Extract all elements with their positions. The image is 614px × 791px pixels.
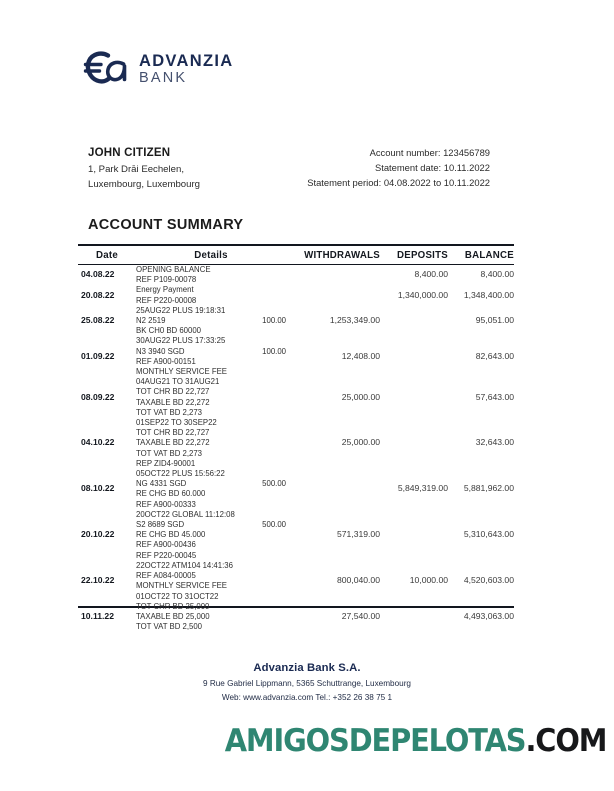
detail-line — [136, 571, 286, 581]
account-summary-table — [78, 244, 514, 632]
detail-line — [136, 540, 286, 550]
cell-balance: 57,643.00 — [475, 391, 514, 402]
column-header-deposits: DEPOSITS — [397, 249, 448, 261]
detail-line — [136, 326, 286, 336]
detail-line — [136, 551, 286, 561]
detail-text: MONTHLY SERVICE FEE — [136, 367, 227, 377]
detail-amount: 500.00 — [262, 479, 286, 489]
watermark — [224, 723, 606, 759]
table-row — [78, 336, 514, 377]
detail-text: 01SEP22 TO 30SEP22 — [136, 418, 217, 428]
cell-details — [136, 418, 286, 469]
cell-date: 20.08.22 — [81, 289, 115, 300]
detail-text: BK CH0 BD 60000 — [136, 326, 202, 336]
cell-details — [136, 561, 286, 602]
detail-text: MONTHLY SERVICE FEE — [136, 581, 227, 591]
cell-date: 04.10.22 — [81, 437, 115, 448]
cell-details — [136, 336, 286, 377]
detail-line — [136, 622, 286, 632]
detail-line — [136, 612, 286, 622]
detail-line — [136, 398, 286, 408]
footer-address: 9 Rue Gabriel Lippmann, 5365 Schuttrange, Luxembourg — [202, 679, 411, 688]
cell-date: 04.08.22 — [81, 269, 115, 280]
detail-line — [136, 377, 286, 387]
detail-line — [136, 347, 286, 357]
table-row — [78, 285, 514, 305]
detail-text: RE CHG BD 60.000 — [136, 489, 206, 499]
detail-text: REF A900-00436 — [136, 540, 196, 550]
detail-text: TOT CHR BD 22,727 — [136, 387, 210, 397]
cell-details — [136, 469, 286, 510]
detail-text: 20OCT22 GLOBAL 11:12:08 — [136, 509, 235, 519]
detail-text: OPENING BALANCE — [136, 265, 211, 274]
detail-amount: 100.00 — [262, 316, 286, 326]
account-meta-block — [307, 145, 490, 191]
detail-line — [136, 357, 286, 367]
footer-bank-name: Advanzia Bank S.A. — [253, 662, 361, 674]
detail-text: N2 2519 — [136, 316, 166, 326]
cell-balance: 1,348,400.00 — [463, 289, 514, 300]
logo-name-bottom: BANK — [139, 70, 188, 86]
detail-text: 05OCT22 PLUS 15:56:22 — [136, 469, 225, 479]
cell-details — [136, 285, 286, 305]
cell-details — [136, 510, 286, 561]
cell-withdrawals: 12,408.00 — [341, 350, 380, 361]
column-header-date: Date — [96, 249, 118, 261]
detail-line — [136, 602, 286, 612]
cell-balance: 4,493,063.00 — [463, 610, 514, 621]
detail-line — [136, 265, 286, 275]
table-body — [78, 265, 514, 632]
detail-text: TOT VAT BD 2,273 — [136, 407, 203, 417]
detail-amount: 100.00 — [262, 346, 286, 356]
cell-date: 10.11.22 — [81, 610, 114, 621]
table-row — [78, 469, 514, 510]
footer-web-contact: Web: www.advanzia.com Tel.: +352 26 38 75 1 — [221, 693, 393, 702]
watermark-suffix: .COM — [525, 723, 606, 759]
detail-line — [136, 510, 286, 520]
advanzia-euro-alpha-logo-icon — [84, 48, 130, 90]
detail-text: RE CHG BD 45.000 — [136, 530, 206, 540]
detail-text: TAXABLE BD 25,000 — [136, 611, 210, 621]
detail-text: TOT VAT BD 2,273 — [136, 448, 203, 458]
column-header-balance: BALANCE — [464, 249, 514, 261]
detail-text: REP ZID4-90001 — [136, 458, 196, 468]
detail-amount: 500.00 — [262, 520, 286, 530]
detail-text: N3 3940 SGD — [136, 346, 185, 356]
cell-deposits: 8,400.00 — [414, 269, 448, 280]
detail-text: REF P220-00045 — [136, 550, 197, 560]
cell-balance: 4,520,603.00 — [463, 575, 514, 586]
detail-line — [136, 500, 286, 510]
column-header-withdrawals: WITHDRAWALS — [304, 249, 380, 261]
detail-line — [136, 449, 286, 459]
cell-date: 08.09.22 — [81, 391, 115, 402]
detail-line — [136, 530, 286, 540]
table-row — [78, 561, 514, 602]
detail-text: 30AUG22 PLUS 17:33:25 — [136, 336, 226, 346]
page-footer — [0, 662, 614, 702]
table-row — [78, 265, 514, 285]
cell-withdrawals: 25,000.00 — [341, 391, 380, 402]
detail-line — [136, 408, 286, 418]
table-row — [78, 306, 514, 337]
detail-text: TOT CHR BD 25,000 — [136, 601, 210, 611]
customer-address-line-1: 1, Park Drāi Eechelen, — [88, 163, 184, 175]
detail-text: 01OCT22 TO 31OCT22 — [136, 591, 219, 601]
detail-line — [136, 296, 286, 306]
table-header-row — [78, 246, 514, 264]
cell-balance: 5,310,643.00 — [463, 529, 514, 540]
detail-text: REF P109-00078 — [136, 275, 197, 285]
detail-line — [136, 387, 286, 397]
detail-line — [136, 418, 286, 428]
detail-text: 04AUG21 TO 31AUG21 — [136, 377, 220, 387]
detail-line — [136, 479, 286, 489]
cell-deposits: 5,849,319.00 — [397, 483, 448, 494]
detail-line — [136, 367, 286, 377]
cell-balance: 32,643.00 — [475, 437, 514, 448]
cell-date: 20.10.22 — [81, 529, 115, 540]
detail-line — [136, 581, 286, 591]
table-row — [78, 418, 514, 469]
cell-deposits: 10,000.00 — [409, 575, 448, 586]
cell-withdrawals: 1,253,349.00 — [329, 315, 380, 325]
detail-line — [136, 561, 286, 571]
cell-deposits: 1,340,000.00 — [397, 289, 448, 300]
column-header-details: Details — [194, 249, 228, 261]
detail-line — [136, 285, 286, 295]
cell-date: 01.09.22 — [81, 350, 115, 361]
cell-details — [136, 602, 286, 633]
detail-line — [136, 592, 286, 602]
detail-line — [136, 489, 286, 499]
statement-date: Statement date: 10.11.2022 — [374, 162, 490, 174]
detail-text: Energy Payment — [136, 285, 194, 295]
cell-balance: 8,400.00 — [480, 269, 514, 280]
watermark-primary: AMIGOSDEPELOTAS — [224, 723, 526, 759]
customer-block — [88, 145, 200, 193]
detail-text: 25AUG22 PLUS 19:18:31 — [136, 305, 226, 315]
cell-details — [136, 377, 286, 418]
detail-line — [136, 520, 286, 530]
cell-withdrawals: 571,319.00 — [336, 529, 380, 540]
detail-line — [136, 469, 286, 479]
cell-date: 25.08.22 — [81, 315, 115, 325]
detail-text: TAXABLE BD 22,272 — [136, 438, 210, 448]
cell-balance: 5,881,962.00 — [463, 483, 514, 494]
table-row — [78, 510, 514, 561]
detail-line — [136, 316, 286, 326]
bank-logo — [84, 48, 233, 90]
cell-details — [136, 306, 286, 337]
detail-text: TOT CHR BD 22,727 — [136, 428, 210, 438]
detail-text: REF A900-00151 — [136, 356, 196, 366]
detail-text: TOT VAT BD 2,500 — [136, 622, 203, 632]
detail-line — [136, 438, 286, 448]
cell-balance: 82,643.00 — [475, 350, 514, 361]
detail-line — [136, 336, 286, 346]
customer-name: JOHN CITIZEN — [88, 147, 171, 159]
detail-text: NG 4331 SGD — [136, 479, 187, 489]
cell-balance: 95,051.00 — [475, 315, 514, 325]
cell-withdrawals: 27,540.00 — [341, 610, 380, 621]
cell-details — [136, 265, 286, 285]
detail-line — [136, 275, 286, 285]
cell-withdrawals: 800,040.00 — [336, 575, 380, 586]
detail-text: REF P220-00008 — [136, 295, 197, 305]
detail-text: REF A084-00005 — [136, 571, 196, 581]
table-row — [78, 377, 514, 418]
detail-text: TAXABLE BD 22,272 — [136, 397, 210, 407]
cell-withdrawals: 25,000.00 — [341, 437, 380, 448]
cell-date: 08.10.22 — [81, 483, 115, 494]
customer-address-line-2: Luxembourg, Luxembourg — [88, 178, 200, 190]
page-title: ACCOUNT SUMMARY — [88, 217, 244, 233]
logo-wordmark — [139, 53, 233, 86]
detail-line — [136, 428, 286, 438]
cell-date: 22.10.22 — [81, 575, 115, 586]
detail-text: REF A900-00333 — [136, 499, 196, 509]
logo-name-top: ADVANZIA — [139, 51, 234, 70]
detail-text: S2 8689 SGD — [136, 520, 185, 530]
detail-text: 22OCT22 ATM104 14:41:36 — [136, 560, 233, 570]
table-row — [78, 602, 514, 633]
detail-line — [136, 306, 286, 316]
detail-line — [136, 459, 286, 469]
statement-period: Statement period: 04.08.2022 to 10.11.2022 — [307, 177, 490, 189]
account-number: Account number: 123456789 — [369, 147, 490, 158]
